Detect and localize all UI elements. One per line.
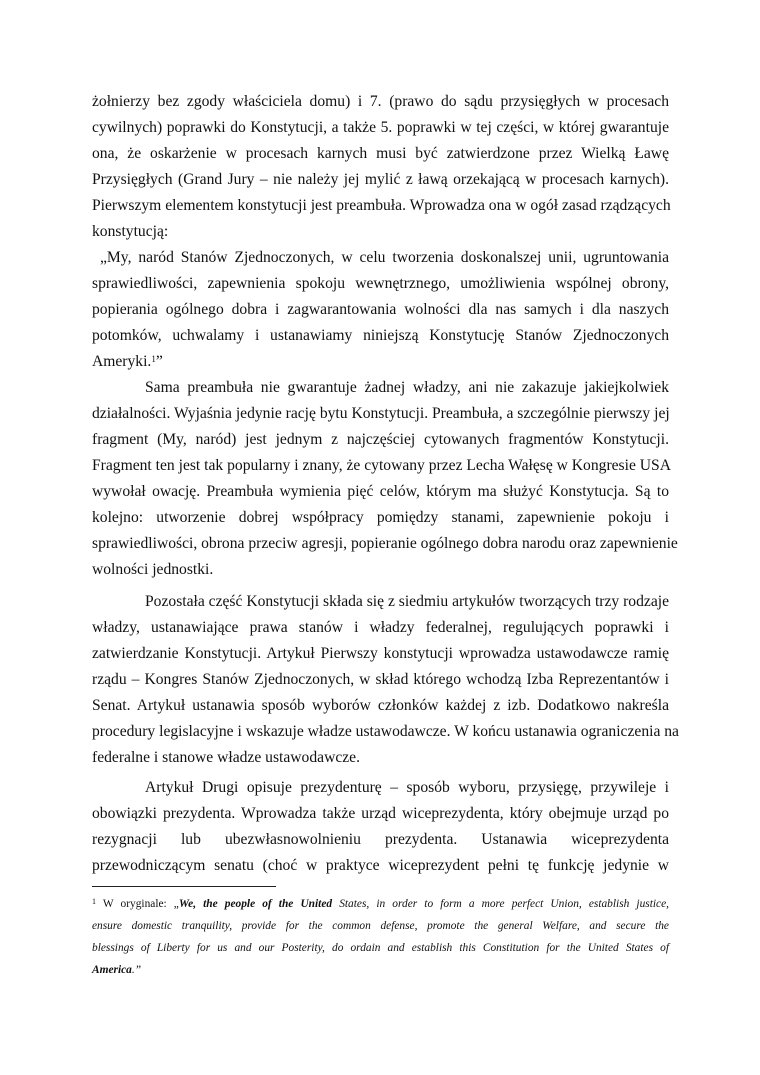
- text-line: cywilnych) poprawki do Konstytucji, a także 5. poprawki w tej części, w której gwarantuje: [92, 119, 669, 136]
- text-line: zatwierdzanie Konstytucji. Artykuł Pierwszy konstytucji wprowadza ustawodawcze ramię: [92, 645, 669, 662]
- text-line: Sama preambuła nie gwarantuje żadnej władzy, ani nie zakazuje jakiejkolwiek: [145, 379, 669, 396]
- quote-line-last: [92, 352, 669, 372]
- text-line: Przysięgłych (Grand Jury – nie należy jej mylić z ławą orzekającą w procesach karnych).: [92, 171, 669, 188]
- footnote-text: States, in order to form a more perfect Union, establish justice,: [332, 898, 669, 910]
- footnote-number: 1: [92, 897, 96, 906]
- quote-line: sprawiedliwości, zapewnienia spokoju wewnętrznego, umożliwienia wspólnej obrony,: [92, 275, 669, 292]
- text-line: rezygnacji lub ubezwłasnowolnieniu prezydenta. Ustanawia wiceprezydenta: [92, 831, 669, 848]
- text-line: kolejno: utworzenie dobrej współpracy pomiędzy stanami, zapewnienie pokoju i: [92, 509, 669, 526]
- text-line: ona, że oskarżenie w procesach karnych musi być zatwierdzone przez Wielką Ławę: [92, 145, 669, 162]
- text-line: wolności jednostki.: [92, 561, 214, 578]
- text-line: Senat. Artykuł ustanawia sposób wyborów członków każdej z izb. Dodatkowo nakreśla: [92, 697, 669, 714]
- footnote-separator: [92, 886, 276, 887]
- text-line: działalności. Wyjaśnia jedynie rację bytu Konstytucji. Preambuła, a szczególnie pierwszy jej: [92, 405, 670, 422]
- footnote-bold-text: We, the people of the United: [178, 898, 333, 910]
- text-line: Pozostała część Konstytucji składa się z siedmiu artykułów tworzących trzy rodzaje: [145, 593, 669, 610]
- footnote-line: ensure domestic tranquility, provide for the common defense, promote the general Welfare, and secure the: [92, 920, 669, 932]
- quote-line: popierania ogólnego dobra i zagwarantowania wolności dla nas samych i dla naszych: [92, 301, 669, 318]
- quote-close-mark: ”: [155, 353, 163, 370]
- quote-line: „My, naród Stanów Zjednoczonych, w celu tworzenia doskonalszej unii, ugruntowania: [100, 249, 669, 266]
- text-line: Artykuł Drugi opisuje prezydenturę – sposób wyboru, przysięgę, przywileje i: [145, 779, 669, 796]
- quote-text: Ameryki.: [92, 353, 152, 370]
- footnote-line: blessings of Liberty for us and our Posterity, do ordain and establish this Constitution for the United States of: [92, 942, 669, 954]
- quote-line: potomków, uchwalamy i ustanawiamy niniejszą Konstytucję Stanów Zjednoczonych: [92, 327, 669, 344]
- text-line: Pierwszym elementem konstytucji jest preambuła. Wprowadza ona w ogół zasad rządzących: [92, 197, 671, 214]
- text-line: żołnierzy bez zgody właściciela domu) i 7. (prawo do sądu przysięgłych w procesach: [92, 93, 669, 110]
- footnote-bold-text: America: [92, 964, 132, 976]
- footnote-prefix: W oryginale: „: [96, 898, 179, 910]
- text-line: konstytucją:: [92, 223, 169, 240]
- footnote-line: [92, 962, 669, 978]
- text-line: obowiązki prezydenta. Wprowadza także urząd wiceprezydenta, który obejmuje urząd po: [92, 805, 669, 822]
- text-line: władzy, ustanawiające prawa stanów i władzy federalnej, regulujących poprawki i: [92, 619, 669, 636]
- footnote-line: [92, 896, 669, 912]
- text-line: procedury legislacyjne i wskazuje władze ustawodawcze. W końcu ustanawia ograniczenia na: [92, 723, 679, 740]
- text-line: sprawiedliwości, obrona przeciw agresji, popieranie ogólnego dobra narodu oraz zapewnienie: [92, 535, 678, 552]
- footnote-text: .”: [131, 964, 142, 976]
- text-line: rządu – Kongres Stanów Zjednoczonych, w skład którego wchodzą Izba Reprezentantów i: [92, 671, 669, 688]
- footnote-reference[interactable]: 1: [151, 354, 156, 364]
- text-line: Fragment ten jest tak popularny i znany, że cytowany przez Lecha Wałęsę w Kongresie USA: [92, 457, 671, 474]
- text-line: federalne i stanowe władze ustawodawcze.: [92, 749, 360, 766]
- text-line: wywołał owację. Preambuła wymienia pięć celów, którym ma służyć Konstytucja. Są to: [92, 483, 669, 500]
- text-line: przewodniczącym senatu (choć w praktyce wiceprezydent pełni tę funkcję jedynie w: [92, 857, 669, 874]
- text-line: fragment (My, naród) jest jednym z najczęściej cytowanych fragmentów Konstytucji.: [92, 431, 669, 448]
